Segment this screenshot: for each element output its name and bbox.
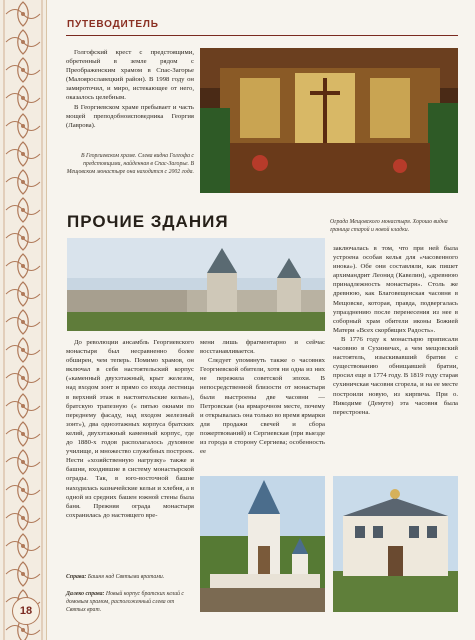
church-interior-photo (200, 48, 458, 193)
column-2-paragraph: мени лишь фрагментарно и сейчас восстанавливается. (200, 339, 325, 356)
page-number: 18 (12, 597, 40, 625)
column-3-paragraph: заключалась в том, что при ней была устроена особая келья для «часовенного инока»). Обе они составляли, как пишет архимандрит Леонид (Кавелин), «древнюю принадлежность монастыря». Столь же древнюю, как Благовещенская часовня в Мещовске, которая, правда, подвергалась упразднению после перенесения из нее в соборный храм обители иконы Божией Матери «Всех скорбящих Радость». (333, 245, 458, 334)
building-caption-text: Новый корпус братских келий с домовым храмом, расположенный слева от Святых врат. (66, 591, 185, 613)
column-1-paragraph: До революции ансамбль Георгиевского монастыря был несравненно более обширен, чем теперь. Помимо храмов, он включал в себя настоятельский корпус («каменный двухэтажный, крыт железом, над входом зонт и прямо со входа лестница в верхний этаж в настоятельские кельи»), братскую трапезную (« пятью окнами по переднему фасаду, над входом железный зонт»), два одноэтажных корпуса братских келий, двухэтажный каменный корпус, где до 1880-х годов располагалось духовное училище, и множество служебных построек. Нести «хозяйственную нагрузку» также и башни, входившие в систему монастырской ограды. Так, в юго-восточной башне находилась казначейские кельи и хлебня, а в одной из средних башен южной стены была баня. Прежняя ограда монастыря сохранилась до настоящего вре- (66, 339, 194, 519)
column-3-paragraph: В 1776 году к монастырю приписали часовню в Сухиничах, а чем мещовский настоятель, изыскивавший братии с существованию обнищавшей братии, просил еще в 1774 году. В 1819 году старая сухиничская часовня сгорела, и на ее месте построили новую, из кирпича. При о. Никодиме (Демуте) эта часовня была перестроена. (333, 335, 458, 416)
intro-paragraph: В Георгиевском храме пребывает и часть мощей преподобноисповедника Георгия (Лаврова). (66, 103, 194, 129)
wall-caption: Ограда Мещовского монастыря. Хорошо видна граница старой и новой кладки. (330, 219, 448, 233)
brethren-building-photo (333, 476, 458, 612)
column-1-text (66, 338, 194, 520)
section-title: ПРОЧИЕ ЗДАНИЯ (67, 212, 229, 231)
tower-caption-text: Башня над Святыми вратами. (87, 574, 165, 580)
gate-tower-photo (200, 476, 325, 612)
decorative-border (0, 0, 47, 640)
monastery-wall-photo (67, 238, 325, 331)
section-header: ПУТЕВОДИТЕЛЬ (67, 19, 159, 30)
header-divider (66, 35, 458, 36)
column-3-text (333, 244, 458, 417)
tower-caption-label: Справа: (66, 574, 87, 580)
intro-text (66, 48, 194, 130)
interior-caption: В Георгиевском храме. Слева видна Голгофа с предстоящими, найденная в Спас-Загорье. В Мещовском монастыре она находится с 2002 года. (66, 153, 194, 175)
building-caption-label: Далеко справа: (66, 591, 105, 597)
intro-paragraph: Голгофский крест с предстоящими, обретенный в земле рядом с Преображенским храмом в Спас-Загорье (Малоярославецкий район). В 1998 году он замироточил, и миро, истекающее от него, оказалось целебным. (66, 49, 194, 102)
column-2-paragraph: Следует упомянуть также о часовнях Георгиевской обители, хотя ни одна из них не пережила советской эпохи. В непосредственной близости от монастыря были выстроены две часовни — Петровская (на ярмарочном месте, почему и открывалась она только во время ярмарки для продажи свечей и сбора пожертвований) и Сергиевская (при выезде из города в сторону Сергиева; особенность ее (200, 357, 325, 456)
column-2-text (200, 338, 325, 456)
tower-caption (66, 573, 194, 581)
building-caption (66, 590, 194, 614)
